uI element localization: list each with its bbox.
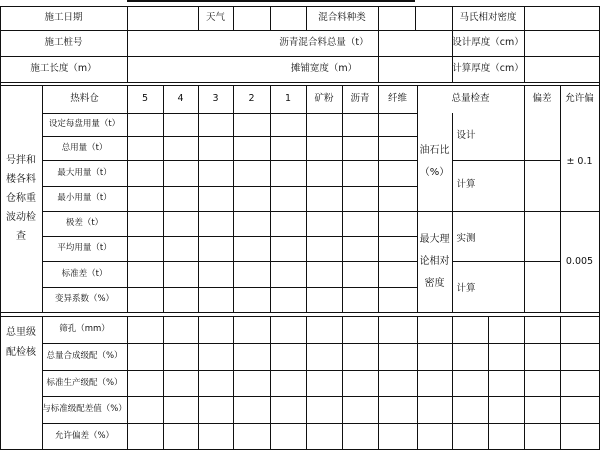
column-header: 沥青 — [350, 93, 370, 105]
grid-line — [127, 85, 128, 312]
section-label-line: 楼各料 — [6, 173, 36, 185]
grid-line — [306, 85, 307, 312]
grid-line — [233, 316, 234, 450]
column-header: 1 — [284, 93, 292, 105]
row-label: 平均用量（t） — [57, 243, 112, 254]
grid-line — [452, 316, 453, 450]
grid-line — [270, 316, 271, 450]
oil-ratio-line: （%） — [419, 167, 450, 178]
construction-date-label: 施工日期 — [44, 12, 83, 24]
section-label-line: 号拌和 — [6, 154, 36, 166]
paving-width-label: 摊铺宽度（m） — [290, 63, 358, 75]
column-header: 5 — [141, 93, 149, 105]
column-header: 4 — [177, 93, 184, 105]
grid-line — [488, 316, 489, 450]
density-tolerance: 0.005 — [565, 255, 594, 267]
grid-line — [524, 6, 525, 82]
gradation-row-label: 筛孔（mm） — [59, 324, 110, 335]
weather-label: 天气 — [205, 12, 225, 24]
column-header: 总量检查 — [451, 93, 490, 105]
gradation-row-label: 标准生产级配（%） — [46, 377, 123, 388]
section-label-line: 仓称重 — [6, 192, 36, 204]
max-density-label — [417, 211, 452, 312]
grid-line — [378, 316, 379, 450]
marshall-density-label: 马氏相对密度 — [459, 12, 517, 24]
oil-ratio-label — [417, 113, 452, 211]
max-density-line: 论相对 — [419, 255, 450, 267]
grid-line — [163, 85, 164, 312]
column-header: 纤维 — [387, 93, 407, 105]
grid-line — [270, 6, 271, 30]
construction-length-label: 施工长度（m） — [30, 63, 97, 75]
row-label: 极差（t） — [65, 218, 104, 229]
grid-line — [163, 316, 164, 450]
oil-ratio-tolerance: ± 0.1 — [566, 156, 593, 168]
column-header: 允许偏 — [565, 93, 594, 105]
row-label: 最小用量（t） — [57, 193, 112, 204]
pile-number-label: 施工桩号 — [44, 37, 83, 49]
column-header: 3 — [212, 93, 219, 105]
calc-thickness-label: 计算厚度（cm） — [452, 63, 524, 75]
measured-label: 实测 — [456, 233, 476, 245]
grid-line — [0, 312, 600, 313]
column-header: 2 — [248, 93, 255, 105]
design-thickness-label: 设计厚度（cm） — [452, 37, 524, 49]
gradation-row-label: 总量合成级配（%） — [46, 351, 123, 362]
row-label: 标准差（t） — [61, 268, 108, 279]
grid-line — [127, 6, 128, 82]
row-label: 总用量（t） — [61, 142, 108, 153]
grid-line — [378, 85, 379, 312]
top-rule — [127, 0, 415, 2]
weighing-section-label — [0, 85, 42, 312]
design-label: 设计 — [456, 130, 476, 142]
grid-line — [452, 261, 560, 262]
section-label-line: 波动检 — [6, 211, 36, 223]
grid-line — [127, 316, 128, 450]
section-label-line: 配检核 — [6, 347, 36, 358]
grid-line — [306, 316, 307, 450]
grid-line — [378, 6, 379, 82]
grid-line — [560, 316, 561, 450]
mix-type-label: 混合料种类 — [318, 12, 366, 24]
section-label-line: 总里级 — [6, 327, 36, 338]
grid-line — [0, 82, 600, 83]
calculated-label: 计算 — [456, 283, 476, 295]
grid-line — [342, 316, 343, 450]
grid-line — [270, 85, 271, 312]
column-header: 矿粉 — [314, 93, 334, 105]
grid-line — [233, 6, 234, 30]
grid-line — [198, 85, 199, 312]
grid-line — [417, 316, 418, 450]
grid-line — [342, 85, 343, 312]
gradation-row-label: 与标准级配差值（%） — [42, 404, 127, 415]
gradation-section-label — [0, 316, 42, 370]
max-density-line: 最大理 — [419, 233, 450, 245]
grid-line — [524, 85, 525, 312]
grid-line — [452, 160, 560, 161]
grid-line — [198, 316, 199, 450]
gradation-row-label: 允许偏差（%） — [54, 430, 115, 441]
row-label: 最大用量（t） — [57, 167, 112, 178]
section-label-line: 查 — [16, 230, 26, 242]
calculated-label: 计算 — [456, 179, 476, 191]
asphalt-mix-total-label: 沥青混合料总量（t） — [279, 37, 369, 49]
grid-line — [415, 6, 416, 30]
grid-line — [233, 85, 234, 312]
grid-line — [524, 316, 525, 450]
oil-ratio-line: 油石比 — [419, 145, 450, 156]
row-label: 变异系数（%） — [54, 294, 115, 305]
column-header: 偏差 — [532, 93, 552, 105]
max-density-line: 密度 — [424, 277, 445, 289]
column-header: 热料仓 — [70, 93, 99, 105]
row-label: 设定每盘用量（t） — [48, 119, 121, 130]
